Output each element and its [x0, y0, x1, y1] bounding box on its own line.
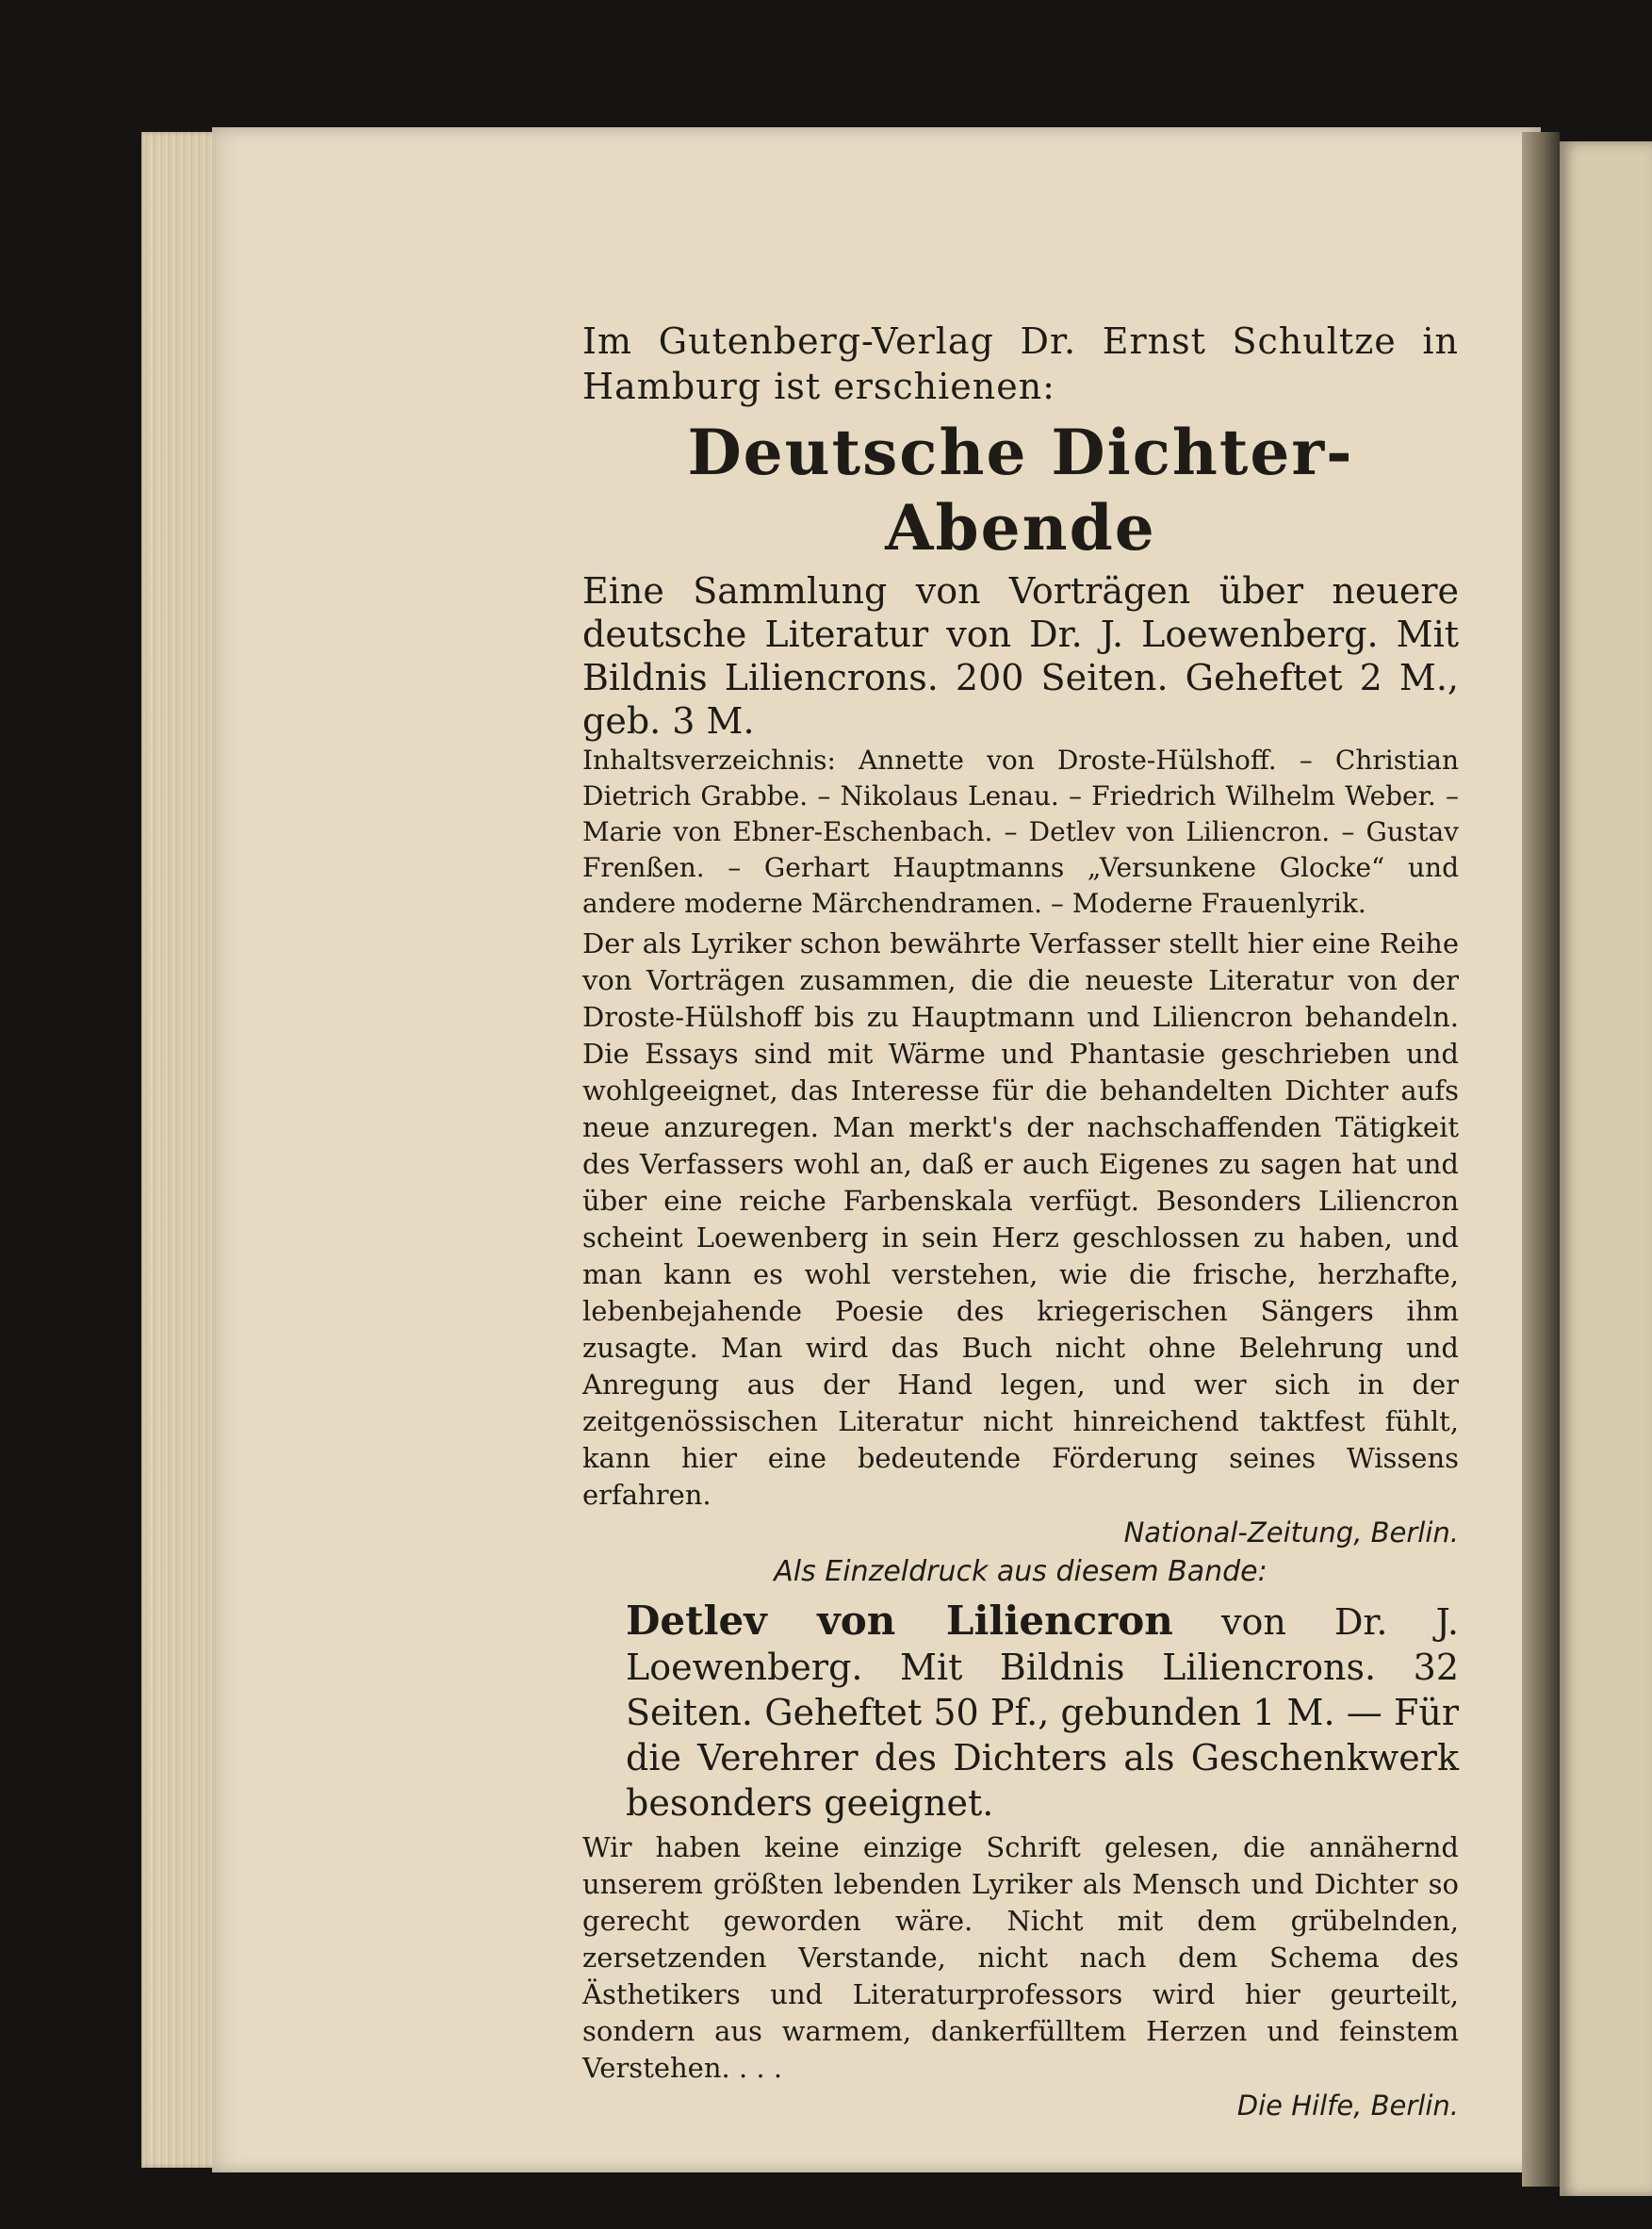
table-of-contents: Inhaltsverzeichnis: Annette von Droste-Hülshoff. – Christian Dietrich Grabbe. – Nikolaus Lenau. – Friedrich Wilhelm Weber. – Marie von Ebner-Eschenbach. – Detlev von Liliencron. – Gustav Frenßen. – Gerhart Hauptmanns „Versunkene Glocke“ und andere moderne Märchendramen. – Moderne Frauenlyrik.	[582, 745, 1459, 919]
offprint-entry	[582, 1598, 1459, 1826]
advertisement-text	[582, 319, 1459, 2124]
review-text-2: Wir haben keine einzige Schrift gelesen, die annähernd unserem größten lebenden Lyriker als Mensch und Dichter so gerecht geworden wäre. Nicht mit dem grübelnden, zersetzenden Verstande, nicht nach dem Schema des Ästhetikers und Literaturprofessors wird hier geurteilt, sondern aus warmem, dankerfülltem Herzen und feinstem Verstehen. . . .	[582, 1831, 1459, 2084]
book-gutter	[1522, 132, 1560, 2187]
separate-print-note: Als Einzeldruck aus diesem Bande:	[774, 1555, 1268, 1588]
book-title: Deutsche Dichter-Abende	[687, 416, 1354, 565]
offprint-title: Detlev von Liliencron	[626, 1598, 1173, 1644]
review-text-1: Der als Lyriker schon bewährte Verfasser stellt hier eine Reihe von Vorträgen zusammen, die die neueste Literatur von der Droste-Hülshoff bis zu Hauptmann und Liliencron behandeln. Die Essays sind mit Wärme und Phantasie geschrieben und wohlgeeignet, das Interesse für die behandelten Dichter aufs neue anzuregen. Man merkt's der nachschaffenden Tätigkeit des Verfassers wohl an, daß er auch Eigenes zu sagen hat und über eine reiche Farbenskala verfügt. Besonders Liliencron scheint Loewenberg in sein Herz geschlossen zu haben, und man kann es wohl verstehen, wie die frische, herzhafte, lebenbejahende Poesie des kriegerischen Sängers ihm zusagte. Man wird das Buch nicht ohne Belehrung und Anregung aus der Hand legen, und wer sich in der zeitgenössischen Literatur nicht hinreichend taktfest fühlt, kann hier eine bedeutende Förderung seines Wissens erfahren.	[582, 927, 1459, 1511]
offprint-details: von Dr. J. Loewenberg. Mit Bildnis Liliencrons. 32 Seiten. Geheftet 50 Pf., gebunden 1 M. — Für die Verehrer des Dichters als Geschenkwerk besonders geeignet.	[626, 1601, 1459, 1824]
facing-page-edge	[1560, 141, 1652, 2196]
book-description: Eine Sammlung von Vorträgen über neuere deutsche Literatur von Dr. J. Loewenberg. Mit Bildnis Liliencrons. 200 Seiten. Geheftet 2 M., geb. 3 M.	[582, 570, 1459, 742]
review-source-2: Die Hilfe, Berlin.	[1236, 2090, 1459, 2122]
review-source-1: National-Zeitung, Berlin.	[1123, 1516, 1459, 1549]
publisher-intro: Im Gutenberg-Verlag Dr. Ernst Schultze in Hamburg ist erschienen:	[582, 320, 1459, 407]
